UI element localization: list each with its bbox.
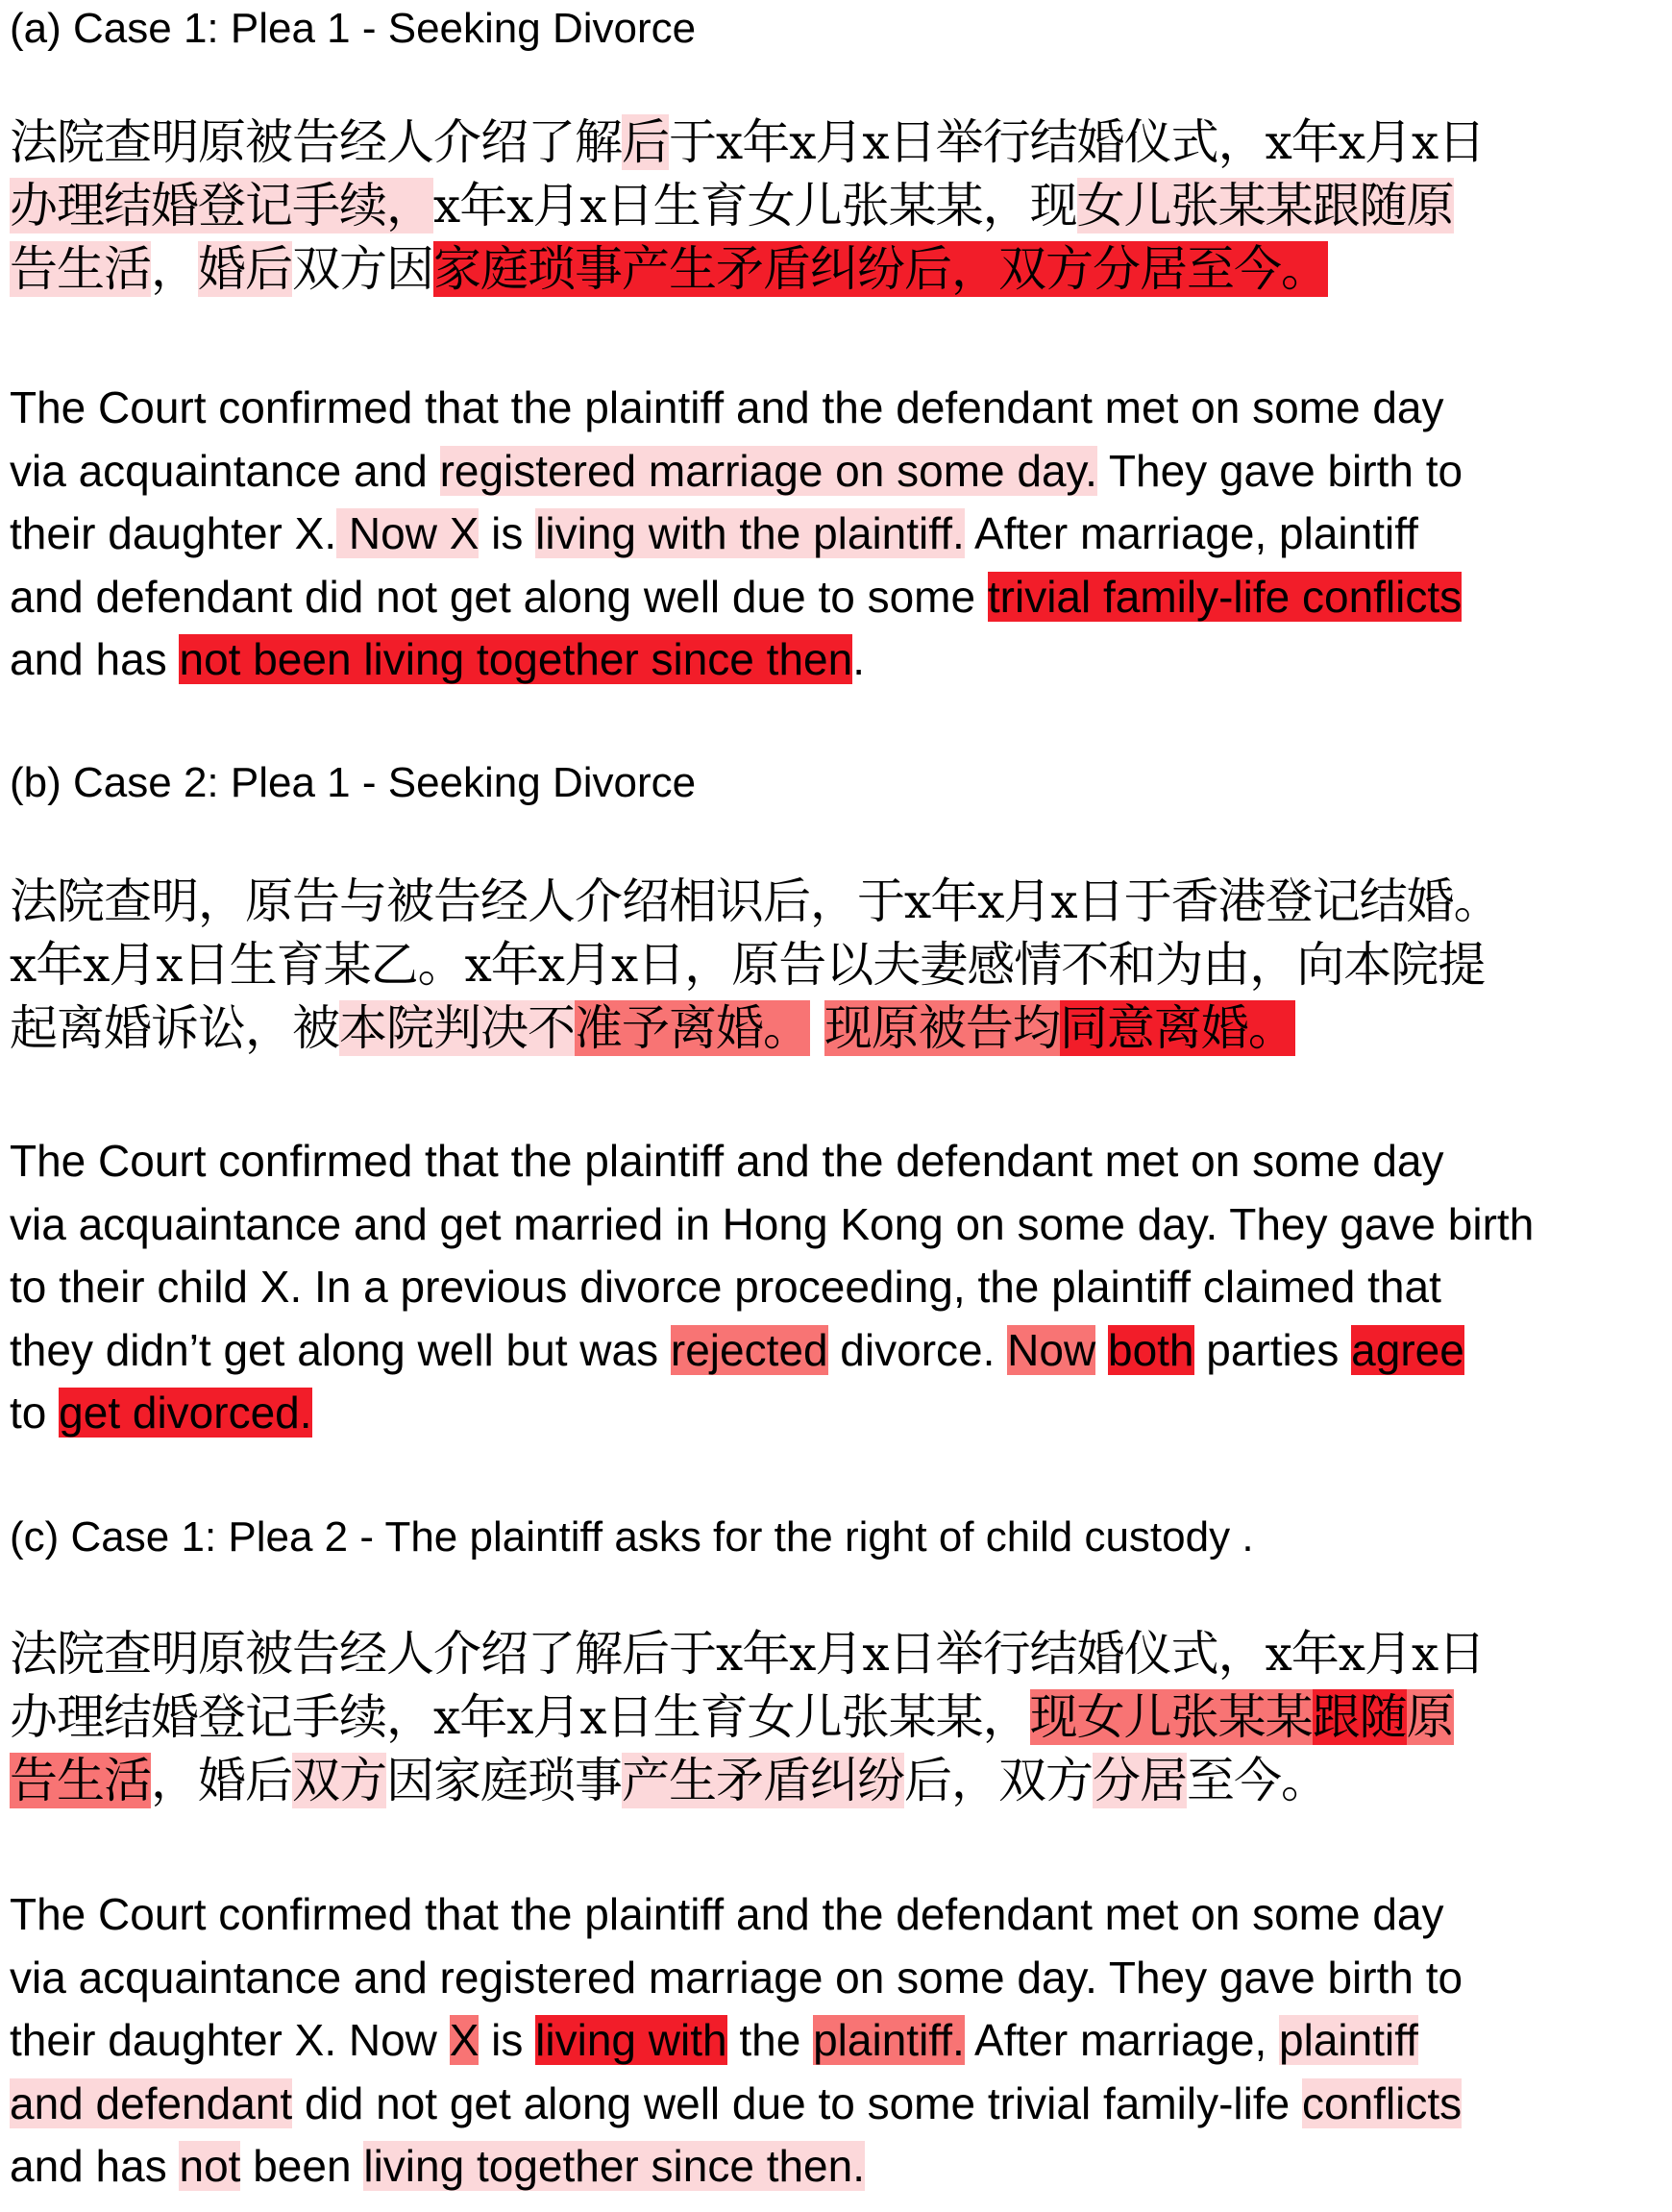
text-line bbox=[10, 1947, 1667, 2010]
text-line bbox=[10, 2073, 1667, 2136]
text-line bbox=[10, 1382, 1667, 1445]
highlighted-span: 现原被告均 bbox=[824, 1000, 1060, 1056]
text-span: 双方因 bbox=[292, 241, 433, 297]
highlighted-span: plaintiff bbox=[1279, 2015, 1418, 2065]
text-span bbox=[1095, 1325, 1108, 1375]
text-line bbox=[10, 1883, 1667, 1947]
text-line bbox=[10, 996, 1667, 1060]
text-line bbox=[10, 1622, 1667, 1685]
text-line bbox=[10, 1749, 1667, 1812]
section-heading: (a) Case 1: Plea 1 - Seeking Divorce bbox=[10, 5, 697, 52]
highlighted-span: Now X bbox=[336, 508, 479, 558]
text-line bbox=[10, 566, 1667, 629]
highlighted-span: 同意离婚。 bbox=[1059, 1000, 1295, 1056]
highlighted-span: X bbox=[449, 2015, 479, 2065]
text-span: They gave birth to bbox=[1096, 445, 1463, 496]
highlighted-span: living with the plaintiff. bbox=[535, 508, 965, 558]
section-a bbox=[10, 0, 1667, 58]
highlighted-span: 双方 bbox=[292, 1753, 386, 1808]
highlighted-span: plaintiff. bbox=[813, 2015, 965, 2065]
highlighted-span: 原 bbox=[1406, 1689, 1454, 1745]
text-line bbox=[10, 2135, 1667, 2199]
text-span: and has bbox=[10, 2141, 180, 2191]
text-line bbox=[10, 377, 1667, 440]
section-heading: (b) Case 2: Plea 1 - Seeking Divorce bbox=[10, 759, 697, 806]
highlighted-span: conflicts bbox=[1302, 2077, 1463, 2128]
text-span: After marriage, plaintiff bbox=[964, 508, 1418, 558]
highlighted-span: 办理结婚登记手续， bbox=[10, 178, 433, 233]
text-line bbox=[10, 2009, 1667, 2073]
highlighted-span: and defendant bbox=[10, 2077, 293, 2128]
text-line bbox=[10, 628, 1667, 692]
section-heading: (c) Case 1: Plea 2 - The plaintiff asks for the right of child custody . bbox=[10, 1513, 1254, 1561]
text-span: is bbox=[479, 508, 536, 558]
text-span: 于x年x月x日举行结婚仪式，x年x月x日 bbox=[669, 114, 1486, 170]
highlighted-span: 后 bbox=[622, 114, 669, 170]
text-span: they didn’t get along well but was bbox=[10, 1324, 671, 1375]
text-span: via acquaintance and registered marriage on some day. They gave birth to bbox=[10, 1952, 1463, 2003]
highlighted-span: 跟随 bbox=[1312, 1689, 1407, 1745]
text-span: their daughter X. Now bbox=[10, 2015, 450, 2065]
text-line bbox=[10, 1319, 1667, 1383]
text-line bbox=[10, 1130, 1667, 1193]
highlighted-span: not been living together since then bbox=[179, 634, 853, 684]
text-span: 法院查明，原告与被告经人介绍相识后，于x年x月x日于香港登记结婚。 bbox=[10, 873, 1501, 929]
english-paragraph bbox=[10, 1883, 1667, 2199]
english-paragraph bbox=[10, 1130, 1667, 1445]
text-span bbox=[810, 1000, 824, 1056]
text-span: to bbox=[10, 1388, 60, 1438]
text-span: 因家庭琐事 bbox=[386, 1753, 622, 1808]
text-span: 法院查明原被告经人介绍了解后于x年x月x日举行结婚仪式，x年x月x日 bbox=[10, 1626, 1486, 1682]
highlighted-span: rejected bbox=[670, 1324, 828, 1375]
text-span: via acquaintance and bbox=[10, 445, 440, 496]
text-span: 起离婚诉讼，被 bbox=[10, 1000, 339, 1056]
text-span: did not get along well due to some trivial family-life bbox=[292, 2077, 1303, 2128]
highlighted-span: 分居 bbox=[1093, 1753, 1187, 1808]
highlighted-span: registered marriage on some day. bbox=[439, 445, 1097, 496]
text-span: ，婚后 bbox=[151, 1753, 292, 1808]
text-line bbox=[10, 111, 1667, 174]
text-span: their daughter X. bbox=[10, 508, 337, 558]
english-paragraph bbox=[10, 377, 1667, 692]
chinese-paragraph bbox=[10, 1622, 1667, 1812]
chinese-paragraph bbox=[10, 111, 1667, 301]
text-span: been bbox=[240, 2141, 364, 2191]
text-span: and defendant did not get along well due to some bbox=[10, 571, 988, 622]
text-span: . bbox=[852, 634, 865, 684]
text-line bbox=[10, 503, 1667, 566]
text-line bbox=[10, 933, 1667, 996]
text-span: x年x月x日生育女儿张某某，现 bbox=[433, 178, 1077, 233]
highlighted-span: not bbox=[179, 2141, 241, 2191]
highlighted-span: 产生矛盾纠纷 bbox=[622, 1753, 904, 1808]
text-span: and has bbox=[10, 634, 180, 684]
highlighted-span: 女儿张某某跟随原 bbox=[1076, 178, 1454, 233]
text-span: 至今。 bbox=[1187, 1753, 1328, 1808]
highlighted-span: get divorced. bbox=[59, 1388, 312, 1438]
text-span: 后，双方 bbox=[904, 1753, 1093, 1808]
text-line bbox=[10, 440, 1667, 504]
text-span: The Court confirmed that the plaintiff and the defendant met on some day bbox=[10, 1889, 1444, 1939]
text-span: the bbox=[726, 2015, 814, 2065]
highlighted-span: both bbox=[1107, 1324, 1194, 1375]
section-c bbox=[10, 1509, 1667, 1566]
highlighted-span: living together since then. bbox=[363, 2141, 865, 2191]
highlighted-span: 告生活 bbox=[10, 1753, 151, 1808]
text-line bbox=[10, 870, 1667, 933]
text-span: ， bbox=[151, 241, 198, 297]
text-span: divorce. bbox=[827, 1324, 1008, 1375]
highlighted-span: 准予离婚。 bbox=[575, 1000, 810, 1056]
text-line bbox=[10, 174, 1667, 237]
highlighted-span: 本院判决不 bbox=[339, 1000, 575, 1056]
text-line bbox=[10, 1193, 1667, 1257]
text-span: After marriage, bbox=[964, 2015, 1280, 2065]
highlighted-span: Now bbox=[1007, 1324, 1096, 1375]
highlighted-span: agree bbox=[1351, 1324, 1464, 1375]
section-b bbox=[10, 754, 1667, 812]
highlighted-span: living with bbox=[535, 2015, 727, 2065]
text-span: The Court confirmed that the plaintiff and the defendant met on some day bbox=[10, 382, 1444, 432]
text-line bbox=[10, 1256, 1667, 1319]
highlighted-span: trivial family-life conflicts bbox=[987, 571, 1463, 622]
text-span: 法院查明原被告经人介绍了解 bbox=[10, 114, 622, 170]
text-span: The Court confirmed that the plaintiff and the defendant met on some day bbox=[10, 1136, 1444, 1186]
text-line bbox=[10, 237, 1667, 301]
highlighted-span: 婚后 bbox=[198, 241, 292, 297]
text-span: to their child X. In a previous divorce proceeding, the plaintiff claimed that bbox=[10, 1262, 1441, 1312]
text-span: parties bbox=[1193, 1324, 1352, 1375]
text-span: via acquaintance and get married in Hong Kong on some day. They gave birth bbox=[10, 1198, 1535, 1249]
highlighted-span: 家庭琐事产生矛盾纠纷后，双方分居至今。 bbox=[433, 241, 1328, 297]
text-span: 办理结婚登记手续，x年x月x日生育女儿张某某， bbox=[10, 1689, 1030, 1745]
highlighted-span: 现女儿张某某 bbox=[1029, 1689, 1313, 1745]
text-line bbox=[10, 1685, 1667, 1749]
highlighted-span: 告生活 bbox=[10, 241, 151, 297]
text-span: x年x月x日生育某乙。x年x月x日，原告以夫妻感情不和为由，向本院提 bbox=[10, 937, 1486, 993]
chinese-paragraph bbox=[10, 870, 1667, 1060]
text-span: is bbox=[479, 2015, 536, 2065]
